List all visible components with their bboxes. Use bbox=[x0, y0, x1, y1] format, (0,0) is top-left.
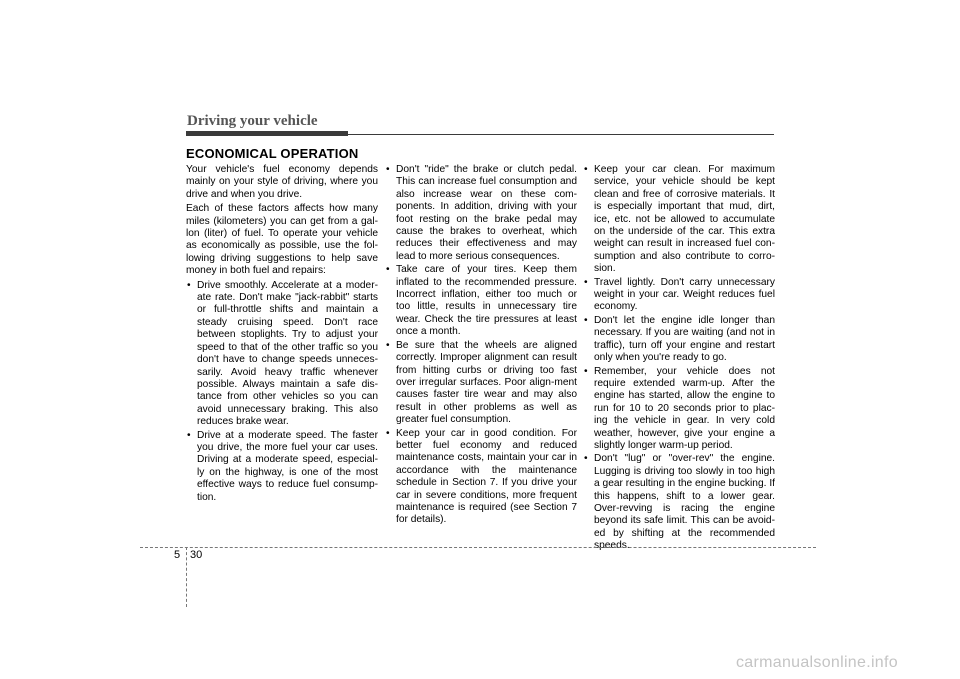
bullet-icon: • bbox=[386, 264, 390, 276]
section-number: 5 bbox=[174, 549, 181, 561]
tip-text: Be sure that the wheels are aligned correctly. Improper alignment can result from hitting curbs or driving too fast over irregular surfaces. Poor align-ment causes faster tire wear and may also result in other problems as well as greater fuel consumption. bbox=[396, 339, 577, 426]
bullet-icon: • bbox=[187, 279, 191, 291]
intro-paragraph: Your vehicle's fuel economy depends mainly on your style of driving, where you drive and when you drive. bbox=[186, 164, 378, 200]
watermark: carmanualsonline.info bbox=[736, 654, 898, 671]
tip-item bbox=[583, 366, 775, 453]
tip-item bbox=[583, 277, 775, 314]
tip-item bbox=[385, 428, 577, 527]
section-heading: ECONOMICAL OPERATION bbox=[186, 146, 359, 161]
tip-item bbox=[385, 264, 577, 338]
tip-text: Don't "lug" or "over-rev" the engine. Lugging is driving too slowly in too high a gear resulting in the engine bucking. If this happens, shift to a lower gear. Over-revving is racing the engine beyond its safe limit. This can be avoid-ed by shifting at the recommended speeds. bbox=[594, 453, 775, 552]
bullet-icon: • bbox=[386, 427, 390, 439]
tip-text: Don't let the engine idle longer than necessary. If you are waiting (and not in traffic), turn off your engine and restart only when you're ready to go. bbox=[594, 314, 775, 364]
bullet-icon: • bbox=[584, 164, 588, 175]
tip-text: Keep your car clean. For maximum service, your vehicle should be kept clean and free of corrosive materials. It is especially important that mud, dirt, ice, etc. not be allowed to accumulate on the underside of the car. This extra weight can result in increased fuel con-sumption and also contribute to corro-sion. bbox=[594, 164, 775, 275]
tip-item bbox=[186, 430, 378, 504]
bullet-icon: • bbox=[584, 314, 588, 326]
tip-item bbox=[583, 164, 775, 276]
bullet-icon: • bbox=[386, 164, 390, 175]
chapter-title: Driving your vehicle bbox=[187, 113, 318, 129]
tip-text: Keep your car in good condition. For better fuel economy and reduced maintenance costs, maintain your car in accordance with the maintenance schedule in Section 7. If you drive your car in severe conditions, more frequent maintenance is required (see Section 7 for details). bbox=[396, 427, 577, 526]
bullet-icon: • bbox=[584, 453, 588, 465]
tip-text: Remember, your vehicle does not require extended warm-up. After the engine has started, allow the engine to run for 10 to 20 seconds prior to plac-ing the vehicle in gear. In very cold weather, however, give your engine a slightly longer warm-up period. bbox=[594, 365, 775, 451]
header-accent-bar bbox=[186, 131, 348, 136]
intro-paragraph: Each of these factors affects how many miles (kilometers) you can get from a gal-lon (liter) of fuel. To operate your vehicle as economically as possible, use the fol-lowing driving suggestions to help save money in both fuel and repairs: bbox=[186, 203, 378, 277]
page-number: 30 bbox=[190, 549, 203, 561]
bullet-icon: • bbox=[584, 365, 588, 377]
tip-item bbox=[385, 340, 577, 427]
tip-text: Travel lightly. Don't carry unnecessary weight in your car. Weight reduces fuel economy. bbox=[594, 276, 775, 313]
text-column-2 bbox=[385, 164, 577, 528]
header-rule bbox=[348, 134, 774, 135]
tip-text: Don't "ride" the brake or clutch pedal. This can increase fuel consumption and also increase wear on these com-ponents. In addition, driving with your foot resting on the brake pedal may cause the brakes to overheat, which reduces their effectiveness and may lead to more serious consequences. bbox=[396, 164, 577, 262]
tips-list bbox=[385, 164, 577, 527]
tip-item bbox=[583, 315, 775, 365]
tips-list bbox=[583, 164, 775, 553]
footer-rule bbox=[140, 547, 816, 548]
footer-divider bbox=[186, 547, 187, 607]
text-column-1 bbox=[186, 164, 378, 505]
tip-item bbox=[385, 164, 577, 263]
tip-text: Drive at a moderate speed. The faster you drive, the more fuel your car uses. Driving at a moderate speed, especial-ly on the highway, is one of the most effective ways to reduce fuel consump-tion. bbox=[197, 429, 378, 503]
bullet-icon: • bbox=[584, 276, 588, 288]
bullet-icon: • bbox=[386, 339, 390, 351]
tip-text: Drive smoothly. Accelerate at a moder-ate rate. Don't make "jack-rabbit" starts or full-throttle shifts and maintain a steady cruising speed. Don't race between stoplights. Try to adjust your speed to that of the other traffic so you don't have to change speeds unneces-sarily. Avoid heavy traffic whenever possible. Always maintain a safe dis-tance from other vehicles so you can avoid unnecessary braking. This also reduces brake wear. bbox=[197, 279, 378, 428]
tip-item bbox=[186, 280, 378, 429]
tips-list bbox=[186, 280, 378, 504]
bullet-icon: • bbox=[187, 429, 191, 441]
tip-text: Take care of your tires. Keep them inflated to the recommended pressure. Incorrect inflation, either too much or too little, results in unnecessary tire wear. Check the tire pressures at least once a month. bbox=[396, 264, 577, 338]
text-column-3 bbox=[583, 164, 775, 554]
tip-item bbox=[583, 453, 775, 552]
